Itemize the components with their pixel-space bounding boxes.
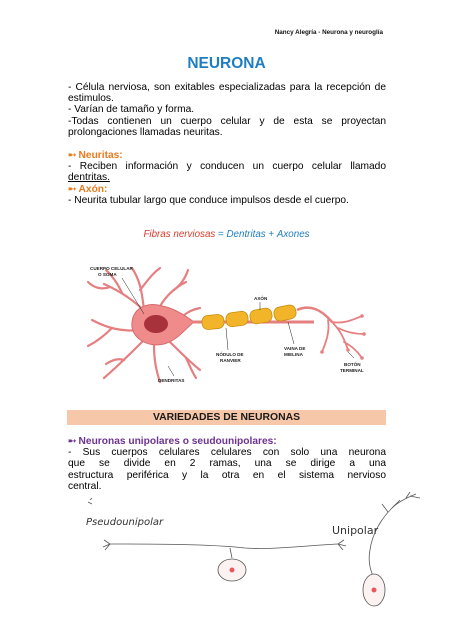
arrow-icon: ➸ xyxy=(68,436,77,447)
intro-line: - Varían de tamaño y forma. xyxy=(68,104,195,116)
label-soma-1: CUERPO CELULAR xyxy=(90,266,133,271)
myelin-sheath xyxy=(201,304,297,330)
label-nodulo-1: NÓDULO DE xyxy=(216,352,244,357)
intro-line: prolongaciones llamadas neuritas. xyxy=(68,126,223,138)
intro-paragraph xyxy=(68,82,386,138)
label-vaina-1: VAINA DE xyxy=(284,346,306,351)
label-vaina-2: MIELINA xyxy=(284,352,303,357)
unipolar-heading: Neuronas unipolares o seudounipolares: xyxy=(78,436,277,447)
label-nodulo-2: RANVIER xyxy=(220,358,241,363)
dentritas-term: Dentritas xyxy=(226,229,266,240)
unipolar-line: central. xyxy=(68,480,102,492)
unipolar-line: estructura periférica y la otra en el sistema nervioso xyxy=(68,469,386,481)
neuron-sketches xyxy=(70,490,430,630)
page-header: Nancy Alegría - Neurona y neuroglía xyxy=(274,29,383,36)
unipolar-line: - Sus cuerpos celulares celulares con solo una neurona xyxy=(68,447,386,459)
pseudounipolar-sketch xyxy=(88,498,346,581)
neuritas-section xyxy=(68,150,386,206)
label-pseudounipolar: Pseudounipolar xyxy=(86,517,164,528)
plus-sign: + xyxy=(265,229,277,240)
neuritas-line: dentritas. xyxy=(68,172,110,184)
label-soma-2: O SOMA xyxy=(98,272,117,277)
neuritas-heading: Neuritas: xyxy=(78,150,123,161)
arrow-icon: ➸ xyxy=(68,150,77,161)
intro-line: estimulos. xyxy=(68,93,114,105)
neuron-diagram xyxy=(82,262,382,387)
axon-heading: Axón: xyxy=(78,183,108,195)
fibras-formula xyxy=(0,229,453,240)
label-unipolar: Unipolar xyxy=(332,524,379,537)
intro-line: - Célula nerviosa, son exitables especializadas para la recepción de xyxy=(68,82,386,93)
variedades-banner: VARIEDADES DE NEURONAS xyxy=(67,410,386,425)
label-axon: AXÓN xyxy=(254,296,268,301)
neuritas-line: - Reciben información y conducen un cuerpo celular llamado xyxy=(68,161,386,173)
label-boton-1: BOTÓN xyxy=(344,362,361,367)
nucleus xyxy=(144,315,168,333)
label-boton-2: TERMINAL xyxy=(340,368,364,373)
intro-line: -Todas contienen un cuerpo celular y de esta se proyectan xyxy=(68,115,386,127)
axon-terminals xyxy=(322,316,364,358)
arrow-icon: ➸ xyxy=(68,183,77,195)
unipolar-line: que se divide en 2 ramas, una se dirige a una xyxy=(68,458,386,470)
label-dendritas: DENDRITAS xyxy=(158,378,185,383)
unipolar-section xyxy=(68,436,386,492)
axones-term: Axones xyxy=(276,229,310,240)
equals-sign: = xyxy=(215,229,227,240)
unipolar-sketch xyxy=(363,492,420,606)
axon-line: - Neurita tubular largo que conduce impulsos desde el cuerpo. xyxy=(68,194,349,206)
page-title: NEURONA xyxy=(187,55,266,72)
fibras-term: Fibras nerviosas xyxy=(143,229,216,240)
